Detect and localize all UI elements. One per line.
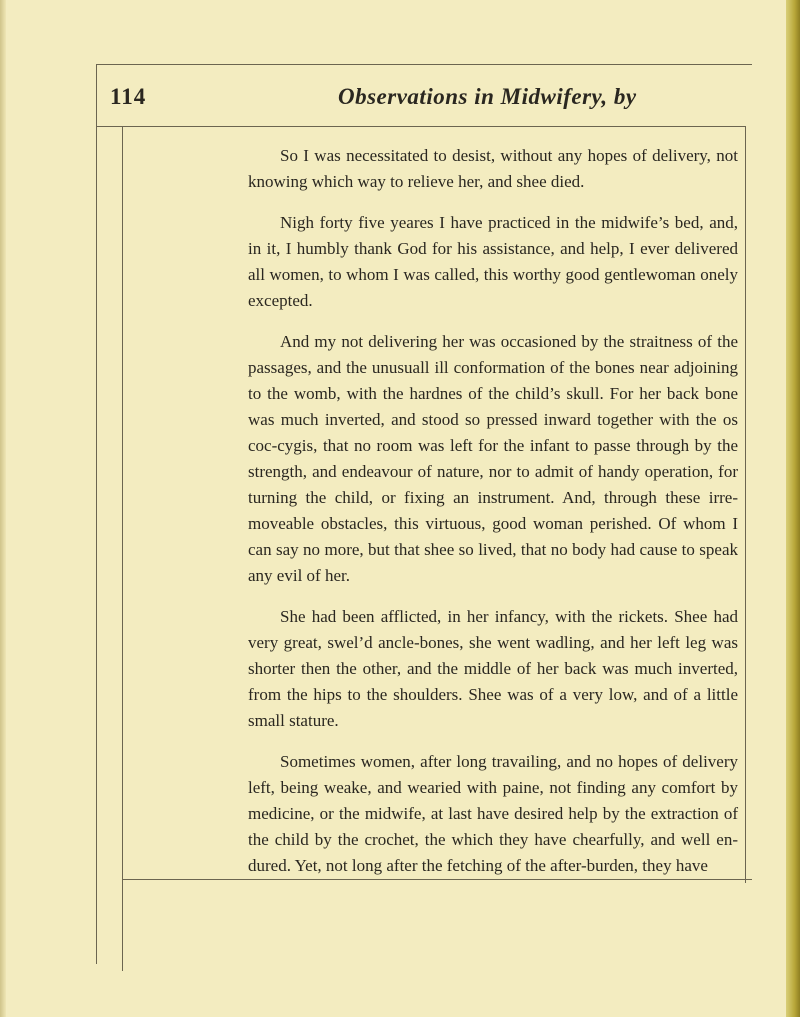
top-rule: [96, 64, 752, 65]
left-margin-rule-inner: [122, 126, 123, 971]
left-margin-rule-outer: [96, 64, 97, 964]
paragraph: So I was necessitated to desist, without any hopes of delivery, not knowing which way to relieve her, and shee died.: [248, 146, 738, 191]
page-edge-left: [0, 0, 6, 1017]
page-edge-right: [786, 0, 800, 1017]
body-text: [248, 143, 738, 894]
paragraph: Sometimes women, after long travailing, and no hopes of delivery left, being weake, and wearied with paine, not finding any comfort by medicine, or the midwife, at last have desired help by the extraction of the child by the crochet, the which they have chearfully, and well en-dured. Yet, not long after the fetching of the after-burden, they have: [248, 752, 738, 875]
running-title: Observations in Midwifery, by: [338, 84, 637, 109]
header-rule: [96, 126, 746, 127]
paragraph: Nigh forty five yeares I have practiced in the midwife’s bed, and, in it, I humbly thank God for his assistance, and help, I ever delivered all women, to whom I was called, this worthy good gentlewoman onely excepted.: [248, 213, 738, 310]
paragraph: She had been afflicted, in her infancy, with the rickets. Shee had very great, swel’d ancle-bones, she went wadling, and her left leg was shorter then the other, and the middle of her back was much inverted, from the hips to the shoulders. Shee was of a very low, and of a little small stature.: [248, 607, 738, 730]
page-number: 114: [110, 84, 147, 109]
right-margin-rule: [745, 126, 746, 883]
paragraph: And my not delivering her was occasioned by the straitness of the passages, and the unusuall ill conformation of the bones near adjoining to the womb, with the hardnes of the child’s skull. For her back bone was much inverted, and stood so pressed inward together with the os coc-cygis, that no room was left for the infant to passe through by the strength, and endeavour of nature, nor to admit of handy operation, for turning the child, or fixing an instrument. And, through these irre-moveable obstacles, this virtuous, good woman perished. Of whom I can say no more, but that shee so lived, that no body had cause to speak any evil of her.: [248, 332, 738, 585]
running-header: [96, 78, 746, 118]
